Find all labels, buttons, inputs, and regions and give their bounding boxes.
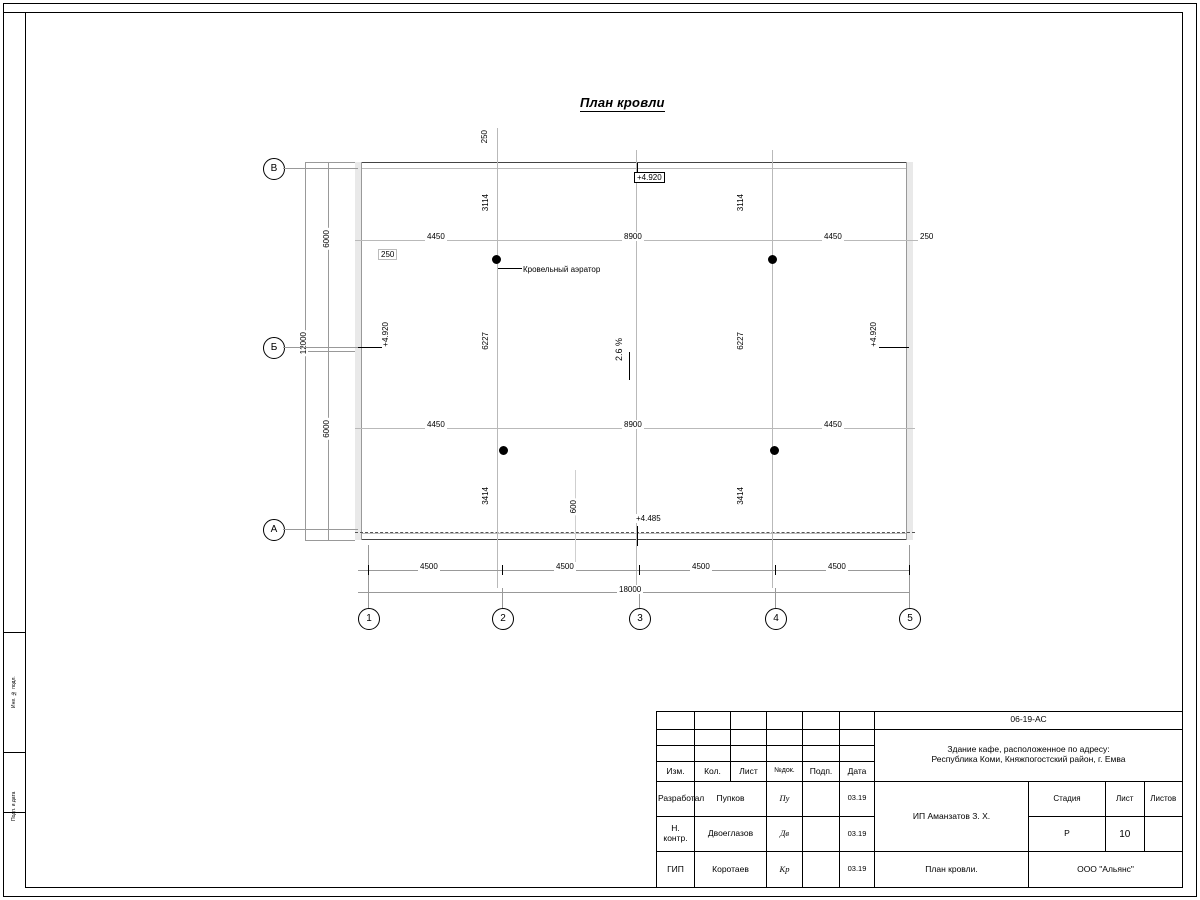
row-sign-cell-2 bbox=[803, 817, 840, 852]
row-name-2: Двоеглазов bbox=[695, 817, 767, 852]
col-header-podp: Подп. bbox=[803, 762, 840, 781]
object-line-2: Республика Коми, Княжпогостский район, г. Емва bbox=[931, 754, 1126, 765]
dim-v-3414-left: 3414 bbox=[481, 487, 490, 505]
elevation-right: +4.920 bbox=[869, 322, 878, 347]
col-header-izm: Изм. bbox=[657, 762, 695, 781]
slope-arrow bbox=[629, 352, 630, 380]
row-date-2: 03.19 bbox=[840, 817, 875, 852]
grid-line-a bbox=[355, 532, 915, 533]
dim-tick-2 bbox=[502, 565, 503, 575]
dim-v-600: 600 bbox=[569, 500, 578, 514]
grid-line-4 bbox=[772, 150, 773, 588]
dim-bottom-total: 18000 bbox=[619, 585, 642, 594]
plan-title bbox=[580, 95, 665, 110]
object-description bbox=[875, 729, 1183, 781]
dim-top-8900: 8900 bbox=[624, 232, 642, 241]
dim-v-6227-left: 6227 bbox=[481, 332, 490, 350]
sheet-value: 10 bbox=[1106, 817, 1144, 851]
dim-v-3114-left: 3114 bbox=[481, 194, 490, 212]
sheet-label: Лист bbox=[1106, 782, 1144, 816]
axis-circle-b: Б bbox=[263, 337, 285, 359]
aerator-label: Кровельный аэратор bbox=[523, 265, 601, 274]
col-header-data: Дата bbox=[840, 762, 875, 781]
sheet-values bbox=[1106, 817, 1183, 852]
axis-leader-5 bbox=[909, 545, 910, 608]
axis-leader-4 bbox=[775, 588, 776, 608]
dim-mid-4450-right: 4450 bbox=[824, 420, 842, 429]
plan-title-text: План кровли bbox=[580, 95, 665, 110]
axis-leader-v bbox=[283, 168, 358, 169]
dim-bottom-3: 4500 bbox=[692, 562, 710, 571]
row-role-1: Разработал bbox=[657, 781, 695, 816]
row-name-3: Коротаев bbox=[695, 852, 767, 888]
dim-left-6000-upper: 6000 bbox=[322, 230, 331, 248]
sheets-label: Листов bbox=[1150, 794, 1177, 804]
dim-v-3114-right: 3114 bbox=[736, 194, 745, 212]
dim-top-4450-right: 4450 bbox=[824, 232, 842, 241]
col-header-list: Лист bbox=[731, 762, 767, 781]
elevation-bottom: +4.485 bbox=[636, 514, 661, 523]
dim-v-3414-right: 3414 bbox=[736, 487, 745, 505]
elevation-left-leader bbox=[358, 347, 382, 348]
dim-helper-600 bbox=[575, 470, 576, 570]
elevation-top-leader bbox=[637, 163, 638, 173]
sheets-value bbox=[1144, 817, 1182, 851]
margin-label-lower: Подп. и дата bbox=[11, 791, 17, 821]
elevation-top: +4.920 bbox=[634, 172, 665, 183]
dim-tick-3 bbox=[639, 565, 640, 575]
row-sign-1: Пу bbox=[767, 781, 803, 816]
dim-bottom-1: 4500 bbox=[420, 562, 438, 571]
aerator-leader bbox=[498, 268, 522, 269]
object-line-1: Здание кафе, расположенное по адресу: bbox=[947, 744, 1110, 755]
roof-wall-left bbox=[355, 162, 362, 540]
col-header-kol: Кол. bbox=[695, 762, 731, 781]
dim-ext-left-bot bbox=[305, 540, 355, 541]
row-sign-cell-3 bbox=[803, 852, 840, 888]
roof-wall-right bbox=[906, 162, 913, 540]
margin-label-upper: Инв. № подл. bbox=[11, 676, 17, 708]
dim-tick-1 bbox=[368, 565, 369, 575]
company-name: ООО "Альянс" bbox=[1029, 852, 1183, 888]
customer: ИП Аманзатов З. Х. bbox=[875, 781, 1029, 852]
dim-ext-left-mid bbox=[305, 351, 355, 352]
dim-mid-8900: 8900 bbox=[624, 420, 642, 429]
row-sign-cell-1 bbox=[803, 781, 840, 816]
axis-circle-5: 5 bbox=[899, 608, 921, 630]
stage-label: Стадия bbox=[1029, 781, 1106, 816]
row-name-1: Пупков bbox=[695, 781, 767, 816]
grid-line-2 bbox=[497, 128, 498, 588]
dim-ext-left-top bbox=[305, 162, 355, 163]
doc-code: 06-19-АС bbox=[875, 712, 1183, 730]
roof-aerator-3 bbox=[499, 446, 508, 455]
dim-tick-4 bbox=[775, 565, 776, 575]
dim-250-top: 250 bbox=[480, 130, 489, 144]
axis-circle-3: 3 bbox=[629, 608, 651, 630]
roof-aerator-2 bbox=[768, 255, 777, 264]
row-date-3: 03.19 bbox=[840, 852, 875, 888]
dim-bottom-4: 4500 bbox=[828, 562, 846, 571]
axis-circle-a: А bbox=[263, 519, 285, 541]
elevation-right-leader bbox=[879, 347, 909, 348]
row-role-3: ГИП bbox=[657, 852, 695, 888]
roof-aerator-1 bbox=[492, 255, 501, 264]
dim-top-4450-left: 4450 bbox=[427, 232, 445, 241]
dim-mid-4450-left: 4450 bbox=[427, 420, 445, 429]
elevation-left: +4.920 bbox=[381, 322, 390, 347]
sheet-cells bbox=[1106, 781, 1183, 816]
dim-left-6000-lower: 6000 bbox=[322, 420, 331, 438]
stage-value: Р bbox=[1029, 817, 1106, 852]
axis-circle-2: 2 bbox=[492, 608, 514, 630]
elevation-bottom-leader bbox=[637, 526, 638, 546]
sheet-title: План кровли. bbox=[875, 852, 1029, 888]
dim-bottom-2: 4500 bbox=[556, 562, 574, 571]
axis-leader-2 bbox=[502, 588, 503, 608]
axis-circle-1: 1 bbox=[358, 608, 380, 630]
dim-250-left-box: 250 bbox=[378, 249, 397, 260]
dim-v-6227-right: 6227 bbox=[736, 332, 745, 350]
dim-top-250-right: 250 bbox=[920, 232, 934, 241]
axis-leader-a bbox=[283, 529, 358, 530]
axis-circle-v: В bbox=[263, 158, 285, 180]
slope-label: 2.6 % bbox=[614, 338, 624, 362]
axis-circle-4: 4 bbox=[765, 608, 787, 630]
row-date-1: 03.19 bbox=[840, 781, 875, 816]
title-block bbox=[656, 711, 1183, 888]
row-sign-2: Дв bbox=[767, 817, 803, 852]
margin-box-top bbox=[3, 12, 25, 632]
axis-leader-1 bbox=[368, 545, 369, 608]
roof-inner-outline bbox=[361, 168, 907, 534]
dim-left-total-12000: 12000 bbox=[299, 332, 308, 355]
axis-leader-b bbox=[283, 347, 358, 348]
col-header-ndok: №док. bbox=[767, 762, 803, 781]
dim-tick-5 bbox=[909, 565, 910, 575]
roof-aerator-4 bbox=[770, 446, 779, 455]
row-role-2: Н. контр. bbox=[657, 817, 695, 852]
row-sign-3: Кр bbox=[767, 852, 803, 888]
grid-line-3 bbox=[636, 150, 637, 590]
